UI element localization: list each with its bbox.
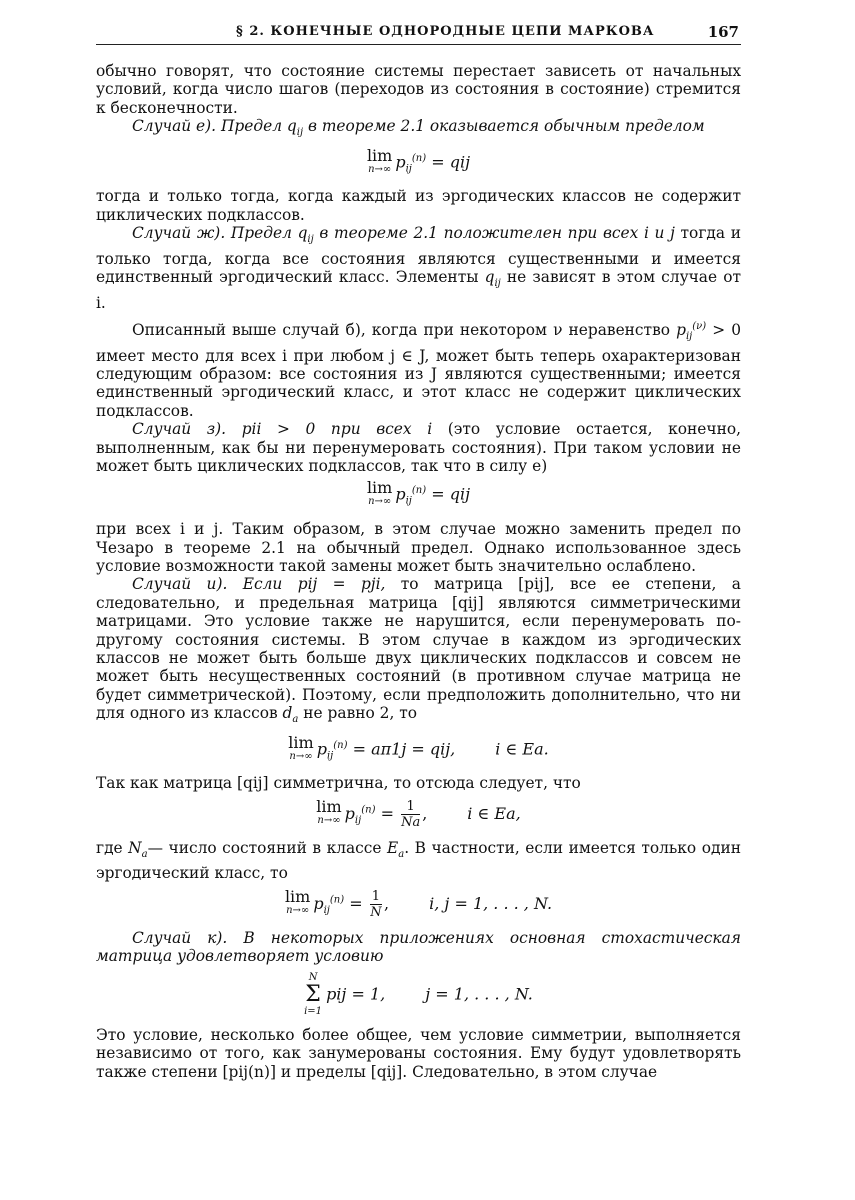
eq3-rhs: = aπ1j = qij, bbox=[352, 739, 456, 759]
p10-b: — число состояний в классе bbox=[147, 838, 382, 857]
var-q3: q bbox=[484, 268, 495, 287]
lim-op5: lim bbox=[284, 887, 311, 907]
lim-sub4: n→∞ bbox=[317, 815, 341, 827]
eq6-cond: j = 1, . . . , N. bbox=[425, 984, 533, 1004]
paragraph-1: обычно говорят, что состояние системы перестает зависеть от начальных условий, когда число шагов (переходов из состояния в состояние) стремится к бесконечности. bbox=[96, 62, 741, 117]
text-body bbox=[96, 62, 741, 1081]
paragraph-3: тогда и только тогда, когда каждый из эргодических классов не содержит циклических подклассов. bbox=[96, 187, 741, 224]
page-number: 167 bbox=[707, 23, 739, 41]
header-title: § 2. КОНЕЧНЫЕ ОДНОРОДНЫЕ ЦЕПИ МАРКОВА bbox=[236, 24, 655, 39]
eq5-den: N bbox=[370, 904, 382, 920]
lim-op4: lim bbox=[316, 797, 342, 817]
lim-op3: lim bbox=[288, 732, 314, 752]
case-zh-rest: тогда и только тогда, когда все состояния являются существенными и имеется единственный эргодический класс. Элементы bbox=[96, 224, 741, 287]
equation-4: lim n→∞ $p_{ij}^{(n)}$ = $\frac{1}{Na}$ , i ∈ Ea, bbox=[316, 797, 521, 830]
eq4-den: Na bbox=[401, 814, 421, 830]
case-z-lead: Случай з). bbox=[132, 420, 227, 439]
eq3-cond: i ∈ Ea. bbox=[495, 739, 549, 759]
p-sup3: (n) bbox=[333, 739, 348, 751]
paragraph-case-k bbox=[96, 929, 741, 966]
case-i-cond: Если pij = pji, bbox=[242, 575, 386, 594]
paragraph-9: Так как матрица [qij] симметрична, то отсюда следует, что bbox=[96, 774, 581, 793]
paragraph-7: при всех i и j. Таким образом, в этом случае можно заменить предел по Чезаро в теореме 2.1 на обычный предел. Однако использованное здесь условие возможности такой замены может быть значительно ослаблено. bbox=[96, 520, 741, 575]
case-zh-end: не зависят в этом случае от i. bbox=[96, 268, 741, 312]
equation-3: lim n→∞ $p_{ij}^{(n)} = a\pi 1j$ = qij, i ∈ Ea. bbox=[288, 732, 549, 762]
paragraph-10 bbox=[96, 839, 741, 883]
p10-c: . В частности, если имеется только один эргодический класс, то bbox=[96, 838, 741, 883]
case-k-italic: основная стохастическая матрица удовлетворяет условию bbox=[96, 929, 741, 966]
p-sup4: (n) bbox=[361, 804, 376, 816]
equation-5: lim n→∞ $p_{ij}^{(n)}$ = $\frac{1}{N}$ , i, j = 1, . . . , N. bbox=[284, 887, 553, 920]
eq5-cond: i, j = 1, . . . , N. bbox=[429, 893, 553, 913]
equation-2: lim n→∞ $p_{ij}^{(n)}$ = qij bbox=[366, 478, 471, 508]
equation-6: N Σ i=1 pij = 1, j = 1, . . . , N. bbox=[304, 971, 533, 1017]
p-sub: ij bbox=[405, 163, 412, 175]
lim-sub3: n→∞ bbox=[289, 750, 313, 762]
p10-a: где bbox=[96, 838, 123, 857]
eq4-num: 1 bbox=[401, 799, 420, 815]
p-sub2: ij bbox=[405, 496, 412, 508]
var-d: d bbox=[282, 704, 293, 723]
sub-a3: a bbox=[398, 849, 405, 861]
case-e-lead: Случай е). Предел bbox=[132, 117, 282, 136]
p5-sub: ij bbox=[685, 331, 693, 343]
p-sup: (n) bbox=[411, 152, 427, 164]
case-i-end: не равно 2, то bbox=[303, 704, 418, 723]
sum-top: N bbox=[308, 971, 318, 983]
eq4-cond: i ∈ Ea, bbox=[467, 803, 521, 823]
p-sup5: (n) bbox=[329, 894, 345, 906]
paragraph-case-e bbox=[96, 117, 741, 142]
lim-op2: lim bbox=[366, 478, 393, 498]
paragraph-case-zh bbox=[96, 224, 741, 312]
lim-sub2: n→∞ bbox=[368, 496, 392, 508]
paragraph-case-i bbox=[96, 575, 741, 729]
p-sub3: ij bbox=[326, 750, 334, 762]
p5-b: имеет место для всех i при любом j ∈ J, может быть теперь охарактеризован следующим образом: все состояния из J являются существенными; имеется единственный эргодический класс, и этот класс не содержит циклических подклассов. bbox=[96, 346, 741, 420]
case-z-cond: pii > 0 при всех i bbox=[241, 420, 433, 439]
p5-sup: (ν) bbox=[692, 320, 707, 332]
p-sup2: (n) bbox=[411, 485, 427, 497]
case-e-rest: в теореме 2.1 оказывается обычным пределом bbox=[307, 117, 705, 136]
paragraph-12: Это условие, несколько более общее, чем условие симметрии, выполняется независимо от того, как занумерованы состояния. Ему будут удовлетворять также степени [pij(n)] и пределы [qij]. Следовательно, в этом случае bbox=[96, 1025, 741, 1081]
var-q2: q bbox=[297, 224, 308, 243]
paragraph-5: Описанный выше случай б), когда при некотором ν неравенство $p_{ij}^{(\nu)} > 0$ имеет место для всех i при любом j ∈ J, может быть теперь охарактеризован следующим образом: все состояния из J являются существенными; имеется единственный эргодический класс, и этот класс не содержит циклических подклассов. bbox=[96, 320, 741, 420]
lim-sub5: n→∞ bbox=[286, 905, 310, 917]
lim-op: lim bbox=[366, 145, 393, 165]
eq1-rhs: = qij bbox=[431, 152, 471, 172]
case-i-rest: то матрица [pij], все ее степени, а следовательно, и предельная матрица [qij] являются симметрическими матрицами. Это условие также не нарушится, если перенумеровать по-другому состояния системы. В этом случае в каждом из эргодических классов не может быть больше двух циклических подклассов и совсем не может быть несущественных состояний (в противном случае матрица не будет симметрической). Поэтому, если предположить дополнительно, что ни для одного из классов bbox=[96, 575, 741, 723]
sub-ij: ij bbox=[296, 127, 304, 139]
sub-ij3: ij bbox=[494, 278, 501, 290]
sub-a2: a bbox=[141, 849, 148, 861]
p-sub4: ij bbox=[354, 814, 362, 826]
running-header bbox=[96, 22, 741, 45]
var-E: E bbox=[387, 838, 399, 857]
equation-1: lim n→∞ $p_{ij}^{(n)}$ = qij bbox=[366, 145, 471, 175]
case-z-rest: (это условие остается, конечно, выполненным, как бы ни перенумеровать состояния). При таком условии не может быть циклических подклассов, так что в силу е) bbox=[96, 420, 742, 476]
p-sub5: ij bbox=[323, 905, 330, 917]
eq6-body: pij = 1, bbox=[326, 984, 386, 1004]
eq2-rhs: = qij bbox=[431, 484, 471, 504]
sub-ij2: ij bbox=[307, 234, 314, 246]
var-N: N bbox=[128, 838, 142, 857]
sub-a: a bbox=[292, 714, 299, 726]
case-zh-lead: Случай ж). Предел bbox=[132, 224, 292, 243]
case-zh-mid: в теореме 2.1 положителен при всех i и j bbox=[319, 224, 675, 243]
lim-sub: n→∞ bbox=[368, 163, 392, 175]
eq5-num: 1 bbox=[371, 888, 381, 904]
paragraph-case-z bbox=[96, 420, 741, 475]
var-q: q bbox=[286, 117, 297, 136]
case-k-lead: Случай к). В некоторых приложениях bbox=[132, 929, 494, 948]
p5-a: Описанный выше случай б), когда при некотором ν неравенство bbox=[132, 321, 671, 340]
case-i-lead: Случай и). bbox=[132, 575, 228, 594]
sum-bot: i=1 bbox=[304, 1005, 323, 1017]
